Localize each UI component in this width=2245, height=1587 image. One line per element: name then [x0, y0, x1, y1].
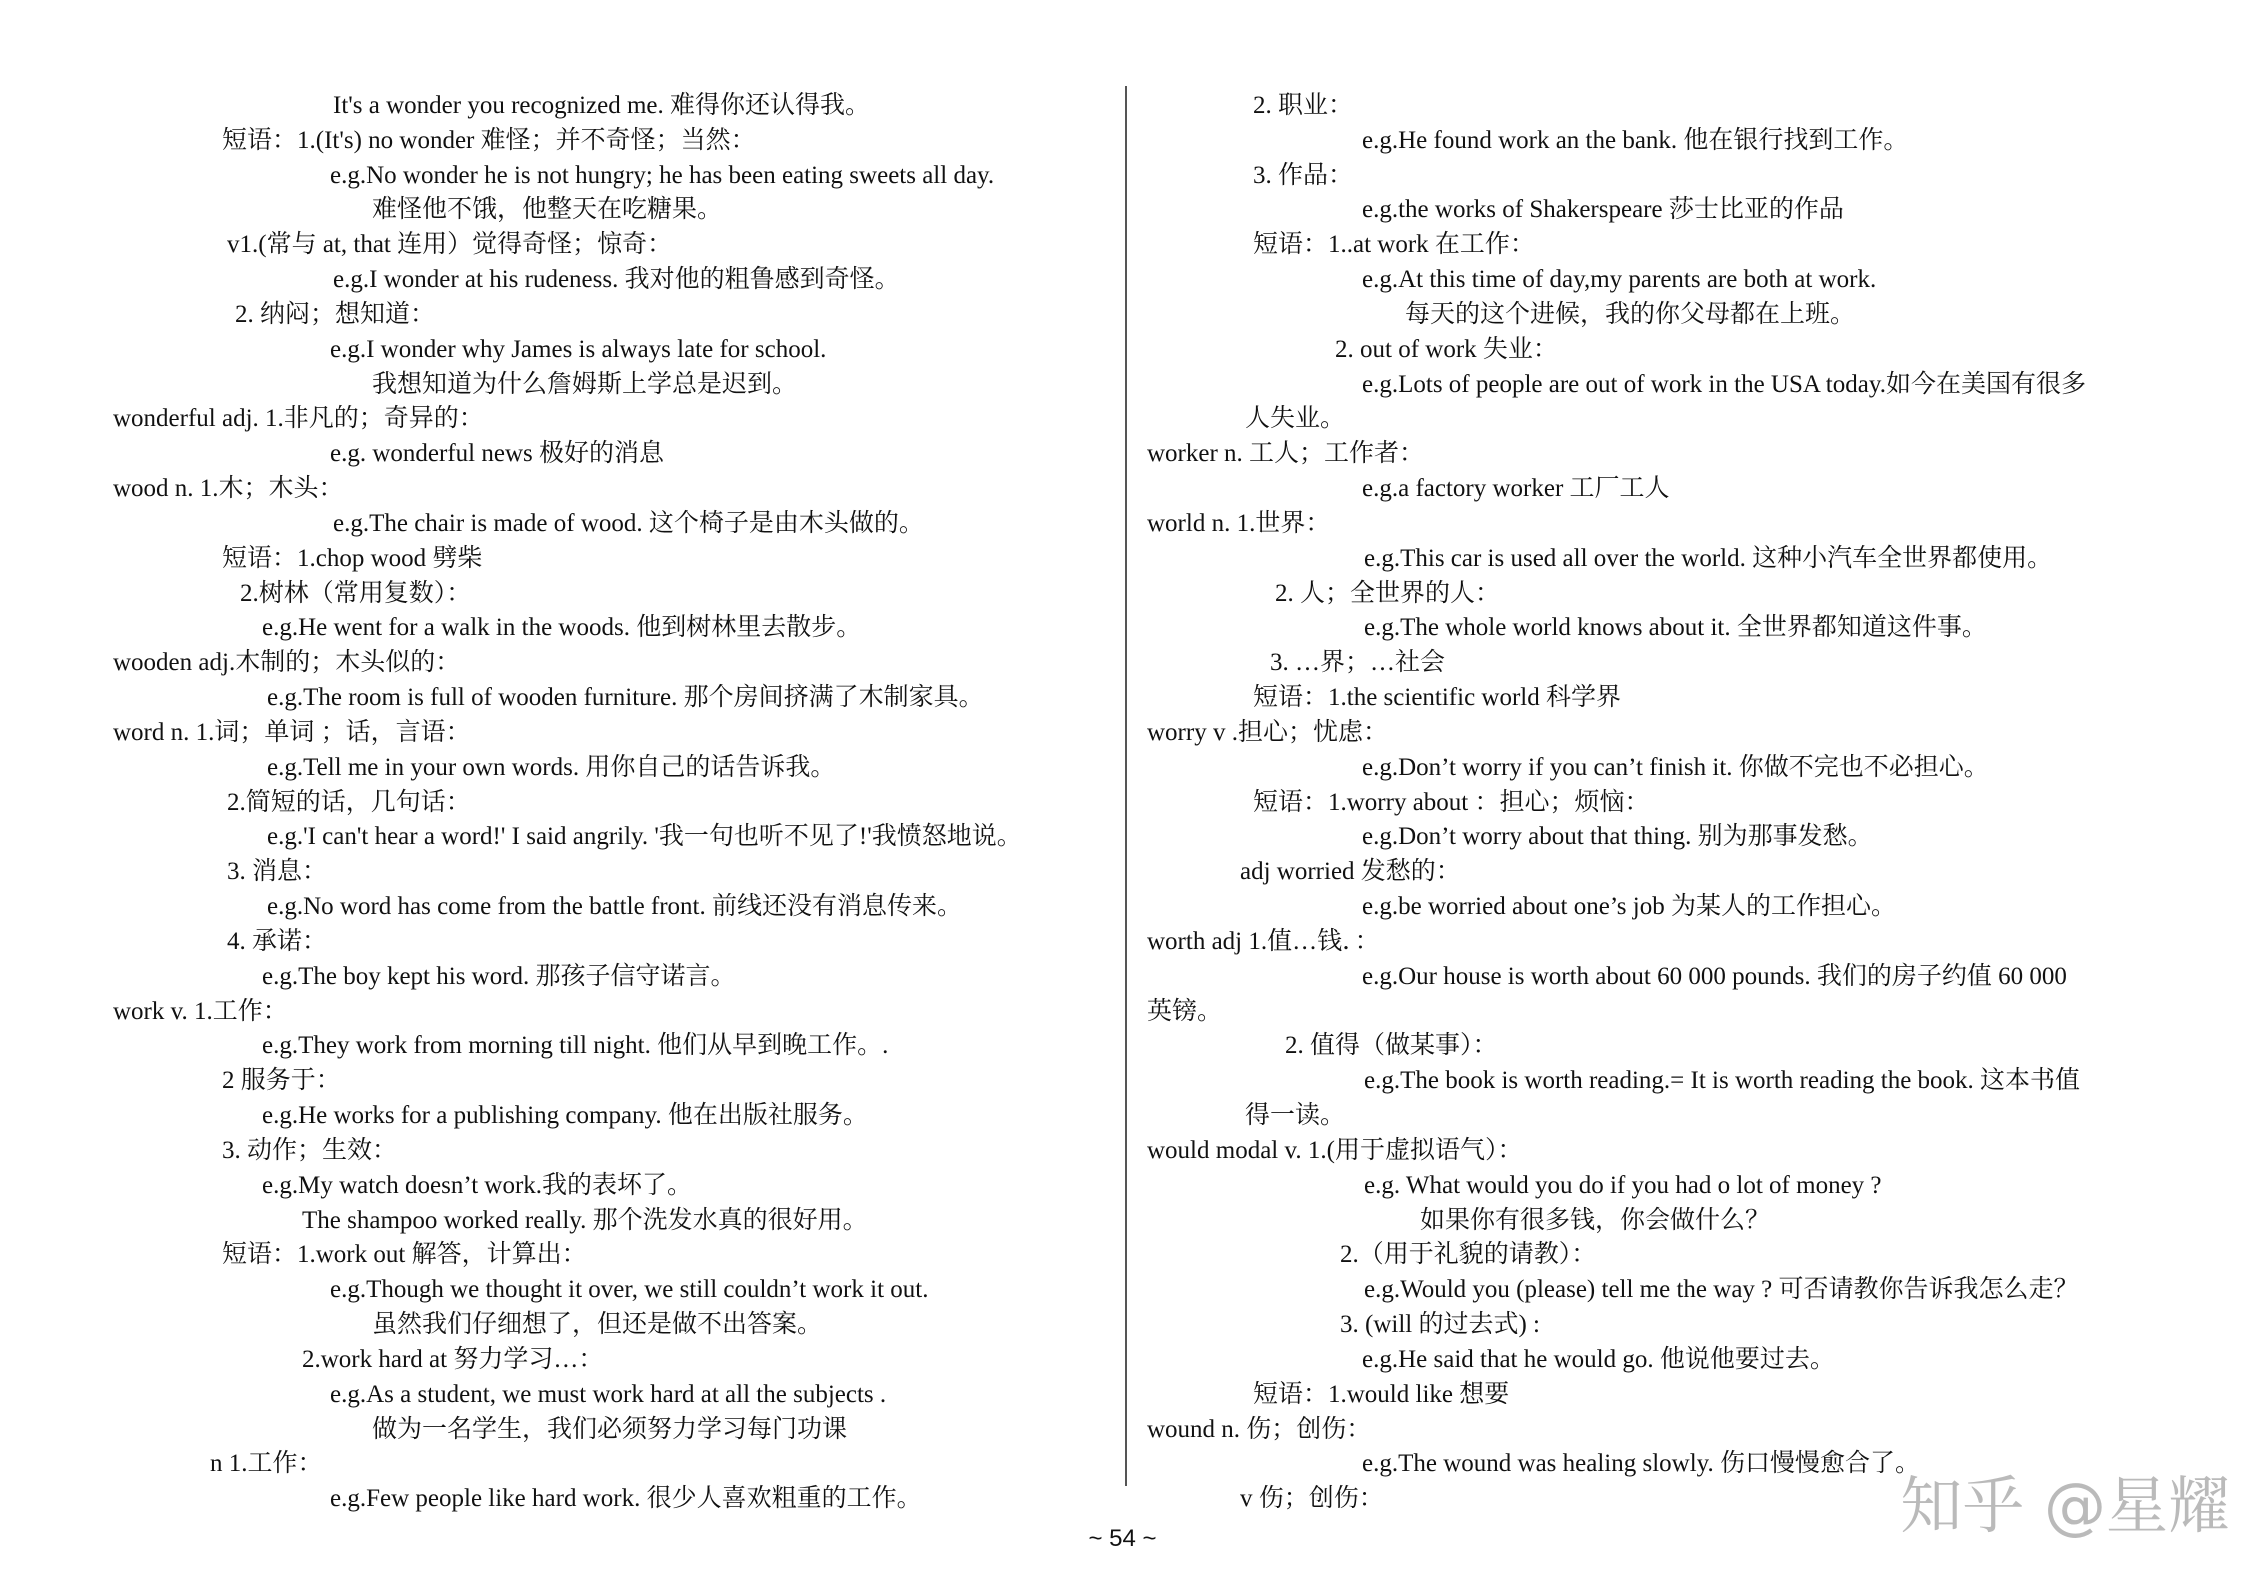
entry-line: e.g.The book is worth reading.= It is worth reading the book. 这本书值 [1364, 1067, 2081, 1095]
entry-line: e.g.They work from morning till night. 他们从早到晚工作。. [262, 1032, 889, 1060]
entry-line: 如果你有很多钱，你会做什么？ [1420, 1206, 1771, 1234]
entry-line: 3. 消息： [227, 858, 328, 886]
entry-line: 每天的这个进候，我的你父母都在上班。 [1405, 300, 1856, 328]
entry-line: e.g.Lots of people are out of work in the USA today.如今在美国有很多 [1362, 370, 2086, 398]
entry-line: 短语：1.work out 解答，计算出： [222, 1241, 587, 1269]
entry-line: e.g.Though we thought it over, we still couldn’t work it out. [330, 1276, 929, 1304]
entry-line: 2. 人；全世界的人： [1275, 579, 1501, 607]
headword-worth: worth adj 1.值…钱．： [1147, 927, 1380, 955]
headword-wooden: wooden adj.木制的；木头似的： [113, 649, 461, 677]
entry-line: 短语：1..at work 在工作： [1253, 231, 1535, 259]
entry-line: v1.(常与 at, that 连用）觉得奇怪；惊奇： [227, 231, 673, 259]
entry-line: e.g.Tell me in your own words. 用你自己的话告诉我。 [267, 753, 836, 781]
entry-line: 人失业。 [1245, 405, 1346, 433]
headword-wonderful: wonderful adj. 1.非凡的；奇异的： [113, 405, 484, 433]
entry-line: 2. 纳闷；想知道： [235, 300, 436, 328]
entry-line: 3. 动作；生效： [222, 1136, 398, 1164]
entry-line: 短语：1.would like 想要 [1253, 1380, 1510, 1408]
entry-line: e.g.The chair is made of wood. 这个椅子是由木头做的。 [333, 509, 924, 537]
entry-line: e.g.the works of Shakerspeare 莎士比亚的作品 [1362, 196, 1844, 224]
entry-line: e.g.No wonder he is not hungry; he has been eating sweets all day. [330, 161, 995, 189]
entry-line: 2 服务于： [222, 1067, 341, 1095]
headword-work: work v. 1.工作： [113, 997, 288, 1025]
entry-line: e.g.The wound was healing slowly. 伤口慢慢愈合了。 [1362, 1450, 1921, 1478]
entry-line: e.g.Would you (please) tell me the way ? 可否请教你告诉我怎么走？ [1364, 1276, 2079, 1304]
entry-line: e.g.At this time of day,my parents are both at work. [1362, 266, 1877, 294]
entry-line: e.g.Few people like hard work. 很少人喜欢粗重的工作。 [330, 1485, 922, 1513]
entry-line: 2.简短的话，几句话： [227, 788, 471, 816]
entry-line: 我想知道为什么詹姆斯上学总是迟到。 [372, 370, 798, 398]
entry-line: The shampoo worked really. 那个洗发水真的很好用。 [302, 1206, 868, 1234]
entry-line: e.g.He works for a publishing company. 他在出版社服务。 [262, 1102, 868, 1130]
watermark: 知乎 @星耀 [1900, 1469, 2230, 1542]
headword-worry: worry v .担心；忧虑： [1147, 718, 1388, 746]
entry-line: e.g.Don’t worry if you can’t finish it. 你做不完也不必担心。 [1362, 753, 1989, 781]
headword-world: world n. 1.世界： [1147, 509, 1331, 537]
entry-line: 2.树林（常用复数）： [240, 579, 472, 607]
entry-line: e.g.This car is used all over the world. 这种小汽车全世界都使用。 [1364, 544, 2053, 572]
entry-line: adj worried 发愁的： [1240, 858, 1461, 886]
entry-line: e.g.be worried about one’s job 为某人的工作担心。 [1362, 893, 1896, 921]
column-divider [1125, 86, 1127, 1486]
example-sentence: It's a wonder you recognized me. 难得你还认得我。 [333, 92, 871, 119]
entry-line: 2. 值得（做某事）： [1285, 1032, 1498, 1060]
entry-line: e.g.He went for a walk in the woods. 他到树林里去散步。 [262, 614, 862, 642]
entry-line: 短语：1.the scientific world 科学界 [1253, 684, 1621, 712]
entry-line: 虽然我们仔细想了，但还是做不出答案。 [372, 1311, 823, 1339]
entry-line: e.g.No word has come from the battle front. 前线还没有消息传来。 [267, 893, 963, 921]
entry-line: e.g. What would you do if you had o lot of money ? [1364, 1171, 1882, 1199]
entry-line: n 1.工作： [210, 1450, 323, 1478]
entry-line: 做为一名学生，我们必须努力学习每门功课 [372, 1415, 848, 1443]
entry-line: e.g.Don’t worry about that thing. 别为那事发愁。 [1362, 823, 1873, 851]
entry-line: 2. out of work 失业： [1335, 335, 1558, 363]
entry-line: e.g. wonderful news 极好的消息 [330, 440, 664, 468]
entry-line: 3. (will 的过去式) : [1340, 1311, 1540, 1339]
entry-line: e.g.My watch doesn’t work.我的表坏了。 [262, 1171, 693, 1199]
headword-wood: wood n. 1.木；木头： [113, 475, 344, 503]
entry-line: 3. 作品： [1253, 161, 1354, 189]
headword-would: would modal v. 1.(用于虚拟语气）： [1147, 1136, 1523, 1164]
headword-worker: worker n. 工人；工作者： [1147, 440, 1425, 468]
entry-line: e.g.I wonder why James is always late for school. [330, 335, 827, 363]
entry-line: e.g.He found work an the bank. 他在银行找到工作。 [1362, 126, 1909, 154]
entry-line: 英镑。 [1147, 997, 1223, 1025]
entry-line: e.g.The room is full of wooden furniture. 那个房间挤满了木制家具。 [267, 684, 984, 712]
entry-line: e.g.He said that he would go. 他说他要过去。 [1362, 1345, 1835, 1373]
entry-line: e.g.Our house is worth about 60 000 pounds. 我们的房子约值 60 000 [1362, 962, 2067, 990]
entry-line: 2.（用于礼貌的请教）： [1340, 1241, 1597, 1269]
entry-line: e.g.I wonder at his rudeness. 我对他的粗鲁感到奇怪。 [333, 266, 900, 294]
entry-line: 2.work hard at 努力学习…： [302, 1345, 604, 1373]
entry-line: e.g.The whole world knows about it. 全世界都知道这件事。 [1364, 614, 1987, 642]
page-number: ~ 54 ~ [1088, 1525, 1157, 1552]
entry-line: e.g.a factory worker 工厂工人 [1362, 475, 1670, 503]
entry-line: 短语：1.(It's) no wonder 难怪；并不奇怪；当然： [222, 126, 756, 154]
entry-line: 2. 职业： [1253, 92, 1354, 119]
entry-line: v 伤；创伤： [1240, 1485, 1384, 1513]
entry-line: 4. 承诺： [227, 927, 328, 955]
entry-line: 短语：1.worry about ：担心；烦恼： [1253, 788, 1650, 816]
entry-line: e.g.As a student, we must work hard at all the subjects . [330, 1380, 887, 1408]
entry-line: e.g.'I can't hear a word!' I said angrily. '我一句也听不见了!'我愤怒地说。 [267, 823, 1022, 851]
entry-line: 3. …界；…社会 [1270, 649, 1446, 677]
entry-line: 短语：1.chop wood 劈柴 [222, 544, 483, 572]
headword-wound: wound n. 伤；创伤： [1147, 1415, 1372, 1443]
entry-line: 得一读。 [1245, 1102, 1346, 1130]
entry-line: 难怪他不饿，他整天在吃糖果。 [372, 196, 723, 224]
headword-word: word n. 1.词；单词 ；话，言语： [113, 718, 471, 746]
entry-line: e.g.The boy kept his word. 那孩子信守诺言。 [262, 962, 736, 990]
